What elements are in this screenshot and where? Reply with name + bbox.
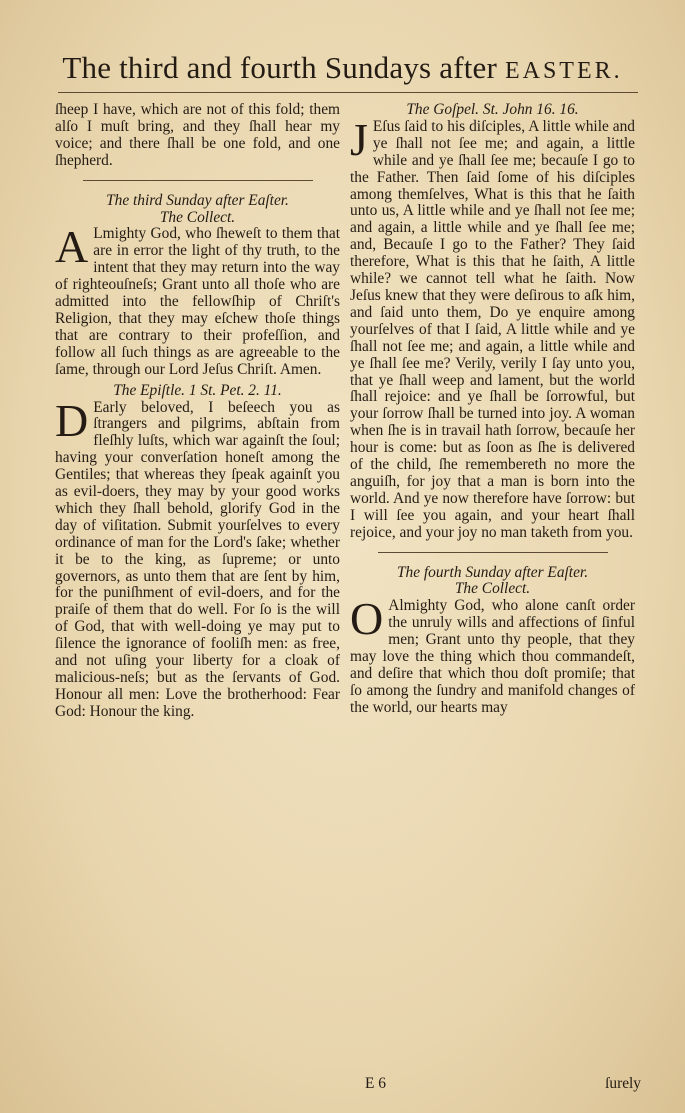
collect-heading: The Collect.: [454, 580, 531, 598]
sunday3-heading: The third Sunday after Eaſter.: [106, 191, 289, 209]
dropcap: J: [350, 113, 368, 165]
collect-text: Almighty God, who alone canſt order the unruly wills and affections of ſinful men; Grant unto thy people, that they may love the thing which thou commandeſt, and deſire that which thou doſt promiſe; that ſo among the ſundry and manifold changes of the world, our hearts may: [350, 597, 635, 716]
continuation-paragraph: ſheep I have, which are not of this fold; them alſo I muſt bring, and they ſhall hear my voice; and there ſhall be one fold, and one ſhepherd.: [55, 101, 340, 169]
gospel-paragraph: [350, 113, 635, 542]
collect-paragraph: [350, 593, 635, 716]
collect-paragraph: [55, 221, 340, 378]
collect-text: Lmighty God, who ſheweſt to them that are in error the light of thy truth, to the intent that they may return into the way of righteouſneſs; Grant unto all thoſe who are admitted into the fellowſhip of Chriſt's Religion, that they may eſchew thoſe things that are contrary to their profeſſion, and follow all ſuch things as are agreeable to the ſame, through our Lord Jeſus Chriſt. Amen.: [55, 225, 340, 378]
epistle-paragraph: [55, 394, 340, 721]
sunday4-heading: The fourth Sunday after Eaſter.: [396, 563, 589, 581]
gospel-text: Eſus ſaid to his diſciples, A little while and ye ſhall not ſee me; and again, a little while and ye ſhall ſee me; becauſe I go to the Father. Then ſaid ſome of his diſciples among themſelves, What is this that he ſaith unto us, A little while and ye ſhall not ſee me; and again, a little while and ye ſhall ſee me; and, Becauſe I go to the Father? They ſaid therefore, What is this that he ſaith, A little while? we cannot tell what he ſaith. Now Jeſus knew that they were deſirous to aſk him, and ſaid unto them, Do ye enquire among yourſelves of that I ſaid, A little while and ye ſhall not ſee me; and again, a little while and ye ſhall ſee me? Verily, verily I ſay unto you, that ye ſhall weep and lament, but the world ſhall rejoice: and ye ſhall be ſorrowful, but your ſorrow ſhall be turned into joy. A woman when ſhe is in travail hath ſorrow, becauſe her hour is come: but as ſoon as ſhe is delivered of the child, ſhe remembereth no more the anguiſh, for joy that a man is born into the world. And ye now therefore have ſorrow: but I will ſee you again, and your heart ſhall rejoice, and your joy no man taketh from you.: [350, 117, 635, 541]
section-rule: [83, 180, 313, 181]
collect-heading: The Collect.: [159, 208, 236, 226]
header-title-caps: EASTER.: [504, 58, 623, 84]
dropcap: D: [55, 394, 89, 446]
left-column: [55, 102, 340, 721]
header-title: The third and fourth Sundays after: [62, 50, 505, 85]
dropcap: O: [350, 593, 384, 645]
signature-mark: E 6: [365, 1075, 386, 1092]
section-rule: [378, 552, 608, 553]
gospel-heading: The Goſpel. St. John 16. 16.: [406, 101, 579, 118]
right-column: [350, 102, 635, 717]
page-header: [0, 50, 685, 86]
header-rule: [58, 92, 638, 93]
catchword: ſurely: [605, 1075, 641, 1092]
epistle-heading: The Epiſtle. 1 St. Pet. 2. 11.: [113, 381, 282, 399]
epistle-text: Early beloved, I beſeech you as ſtrangers and pilgrims, abſtain from fleſhly luſts, which war againſt the ſoul; having your converſation honeſt among the Gentiles; that whereas they ſpeak againſt you as evil-doers, they may by your good works which they ſhall behold, glorify God in the day of viſitation. Submit yourſelves to every ordinance of man for the Lord's ſake; whether it be to the king, as ſupreme; or unto governors, as unto them that are ſent by him, for the puniſhment of evil-doers, and for the praiſe of them that do well. For ſo is the will of God, that with well-doing ye may put to ſilence the ignorance of fooliſh men: as free, and not uſing your liberty for a cloak of malicious-neſs; but as the ſervants of God. Honour all men: Love the brotherhood: Fear God: Honour the king.: [55, 398, 340, 720]
dropcap: A: [55, 221, 89, 273]
